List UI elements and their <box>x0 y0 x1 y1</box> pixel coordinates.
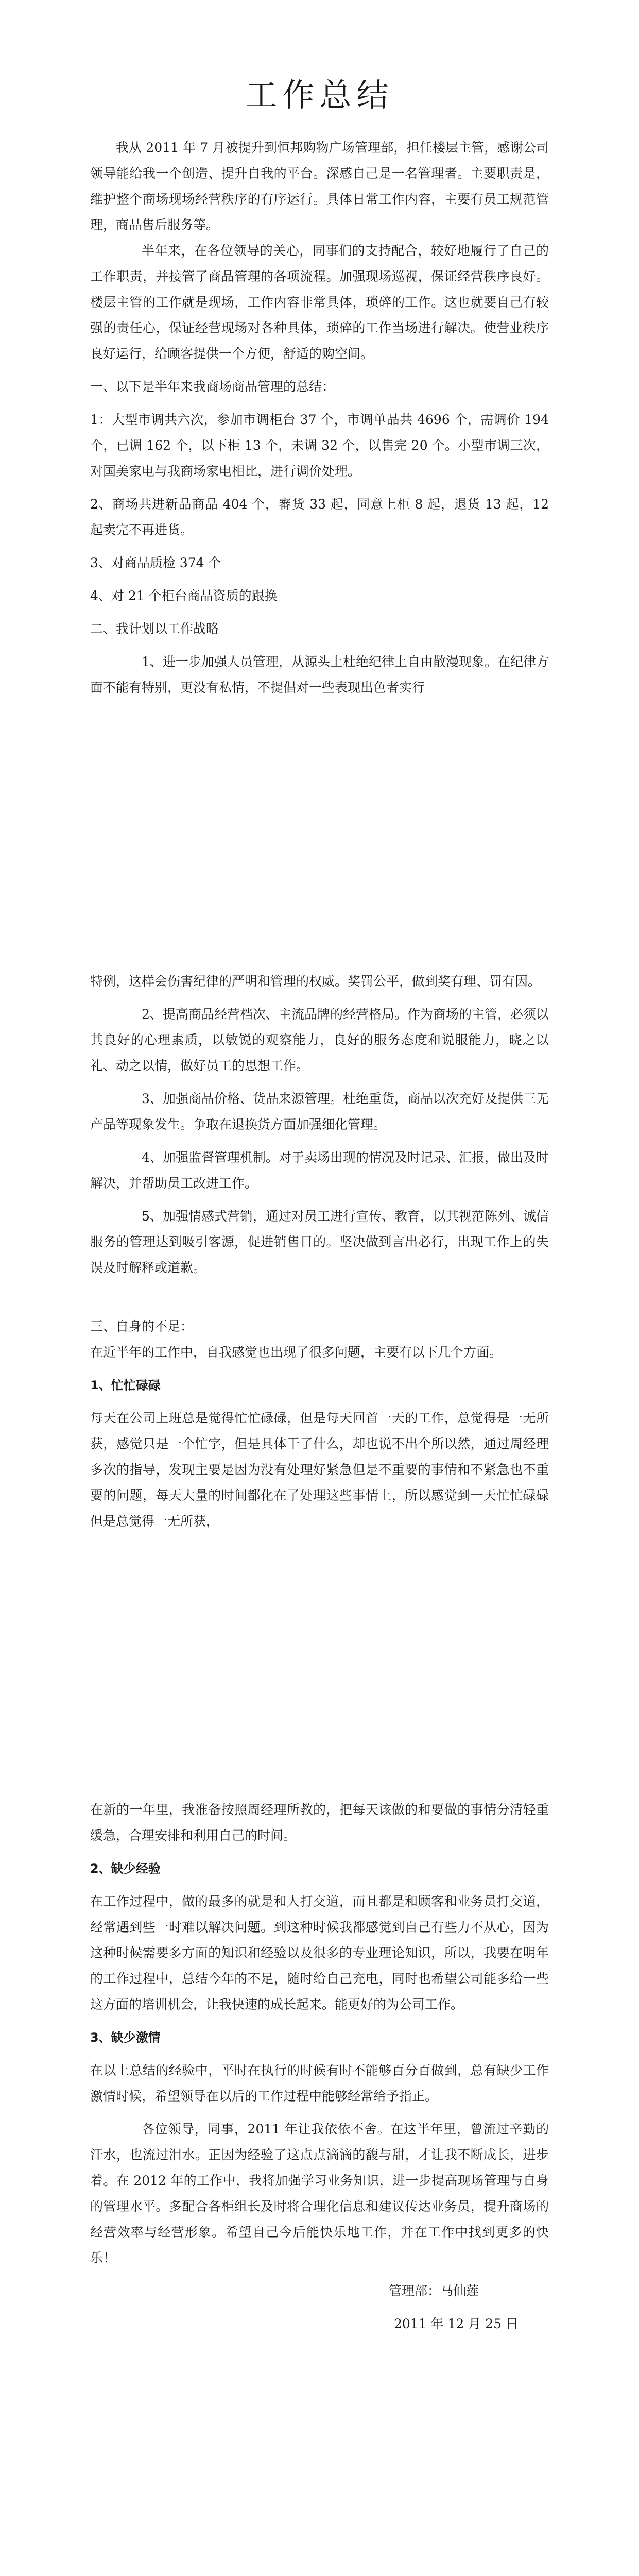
signature: 管理部：马仙莲 <box>389 2283 479 2298</box>
document-title: 工作总结 <box>245 76 394 114</box>
section-2-item-5: 5、加强情感式营销，通过对员工进行宣传、教育，以其视范陈列、诚信服务的管理达到吸引客源，促进销售目的。坚决做到言出必行，出现工作上的失误及时解释或道歉。 <box>90 1209 549 1275</box>
section-1-item-4: 4、对 21 个柜台商品资质的跟换 <box>90 588 278 603</box>
subheading-passion: 3、缺少激情 <box>90 2030 161 2045</box>
blank-line <box>90 1281 549 1307</box>
busy-paragraph-1: 每天在公司上班总是觉得忙忙碌碌，但是每天回首一天的工作，总觉得是一无所获，感觉只是一个忙字，但是具体干了什么，却也说不出个所以然，通过周经理多次的指导，发现主要是因为没有处理好紧急但是不重要的事情和不紧急也不重要的问题，每天大量的时间都化在了处理这些事情上，所以感觉到一天忙忙碌碌但是总觉得一无所获， <box>90 1411 549 1529</box>
section-2-item-3: 3、加强商品价格、货品来源管理。杜绝重货，商品以次充好及提供三无产品等现象发生。争取在退换货方面加强细化管理。 <box>90 1091 549 1132</box>
section-2-item-1-part-b: 特例，这样会伤害纪律的严明和管理的权威。奖罚公平，做到奖有理、罚有因。 <box>90 974 541 989</box>
section-2-item-1-part-a: 1、进一步加强人员管理，从源头上杜绝纪律上自由散漫现象。在纪律方面不能有特别，更没有私情，不提倡对一些表现出色者实行 <box>90 654 549 695</box>
blank-space <box>90 1534 549 1797</box>
section-3-heading: 三、自身的不足： <box>90 1319 194 1334</box>
intro-paragraph: 我从 2011 年 7 月被提升到恒邦购物广场管理部，担任楼层主管，感谢公司领导能给我一个创造、提升自我的平台。深感自己是一名管理者。主要职责是，维护整个商场现场经营秩序的有序运行。具体日常工作内容，主要有员工规范管理，商品售后服务等。 <box>90 140 549 232</box>
section-1-item-2: 2、商场共进新品商品 404 个，審货 33 起，同意上柜 8 起，退货 13 起，12 起卖完不再进货。 <box>90 497 549 537</box>
subheading-experience: 2、缺少经验 <box>90 1861 161 1876</box>
section-2-item-4: 4、加强监督管理机制。对于卖场出现的情况及时记录、汇报，做出及时解决，并帮助员工改进工作。 <box>90 1150 549 1191</box>
closing-paragraph: 各位领导，同事，2011 年让我依依不舍。在这半年里，曾流过辛勤的汗水，也流过泪水。正因为经验了这点点滴滴的馥与甜，才让我不断成长，进步着。在 2012 年的工作中，我将加强学习业务知识，进一步提高现场管理与自身的管理水平。多配合各柜组长及时将合理化信息和建议传达业务员，提升商场的经营效率与经营形象。希望自己今后能快乐地工作，并在工作中找到更多的快乐！ <box>90 2122 549 2265</box>
section-3-intro: 在近半年的工作中，自我感觉也出现了很多问题，主要有以下几个方面。 <box>90 1345 503 1360</box>
blank-space <box>90 701 549 969</box>
passion-paragraph: 在以上总结的经验中，平时在执行的时候有时不能够百分百做到，总有缺少工作激情时候，希望领导在以后的工作过程中能够经常给予指正。 <box>90 2063 549 2104</box>
section-1-item-1: 1：大型市调共六次，参加市调柜台 37 个，市调单品共 4696 个，需调价 194 个，已调 162 个，以下柜 13 个，未调 32 个，以售完 20 个。小型市调三次，对国美家电与我商场家电相比，进行调价处理。 <box>90 412 549 479</box>
busy-paragraph-2: 在新的一年里，我准备按照周经理所教的，把每天该做的和要做的事情分清轻重缓急，合理安排和利用自己的时间。 <box>90 1802 549 1843</box>
subheading-busy: 1、忙忙碌碌 <box>90 1378 161 1393</box>
date: 2011 年 12 月 25 日 <box>394 2316 519 2331</box>
section-1-heading: 一、以下是半年来我商场商品管理的总结： <box>90 379 335 394</box>
section-2-item-2: 2、提高商品经营档次、主流品牌的经营格局。作为商场的主管，必须以其良好的心理素质，以敏锐的观察能力，良好的服务态度和说服能力，晓之以礼、动之以情，做好员工的思想工作。 <box>90 1007 549 1073</box>
section-1-item-3: 3、对商品质检 374 个 <box>90 555 221 570</box>
section-2-heading: 二、我计划以工作战略 <box>90 621 219 636</box>
experience-paragraph: 在工作过程中，做的最多的就是和人打交道，而且都是和顾客和业务员打交道，经常遇到些一时难以解决问题。到这种时候我都感觉到自己有些力不从心，因为这种时候需要多方面的知识和经验以及很多的专业理论知识，所以，我要在明年的工作过程中，总结今年的不足，随时给自己充电，同时也希望公司能多给一些这方面的培训机会，让我快速的成长起来。能更好的为公司工作。 <box>90 1894 549 2012</box>
half-year-paragraph: 半年来，在各位领导的关心，同事们的支持配合，较好地履行了自己的工作职责，并接管了商品管理的各项流程。加强现场巡视，保证经营秩序良好。楼层主管的工作就是现场，工作内容非常具体，琐碎的工作。这也就要自己有较强的责任心，保证经营现场对各种具体，琐碎的工作当场进行解决。使营业秩序良好运行，给顾客提供一个方便，舒适的购空间。 <box>90 243 549 361</box>
